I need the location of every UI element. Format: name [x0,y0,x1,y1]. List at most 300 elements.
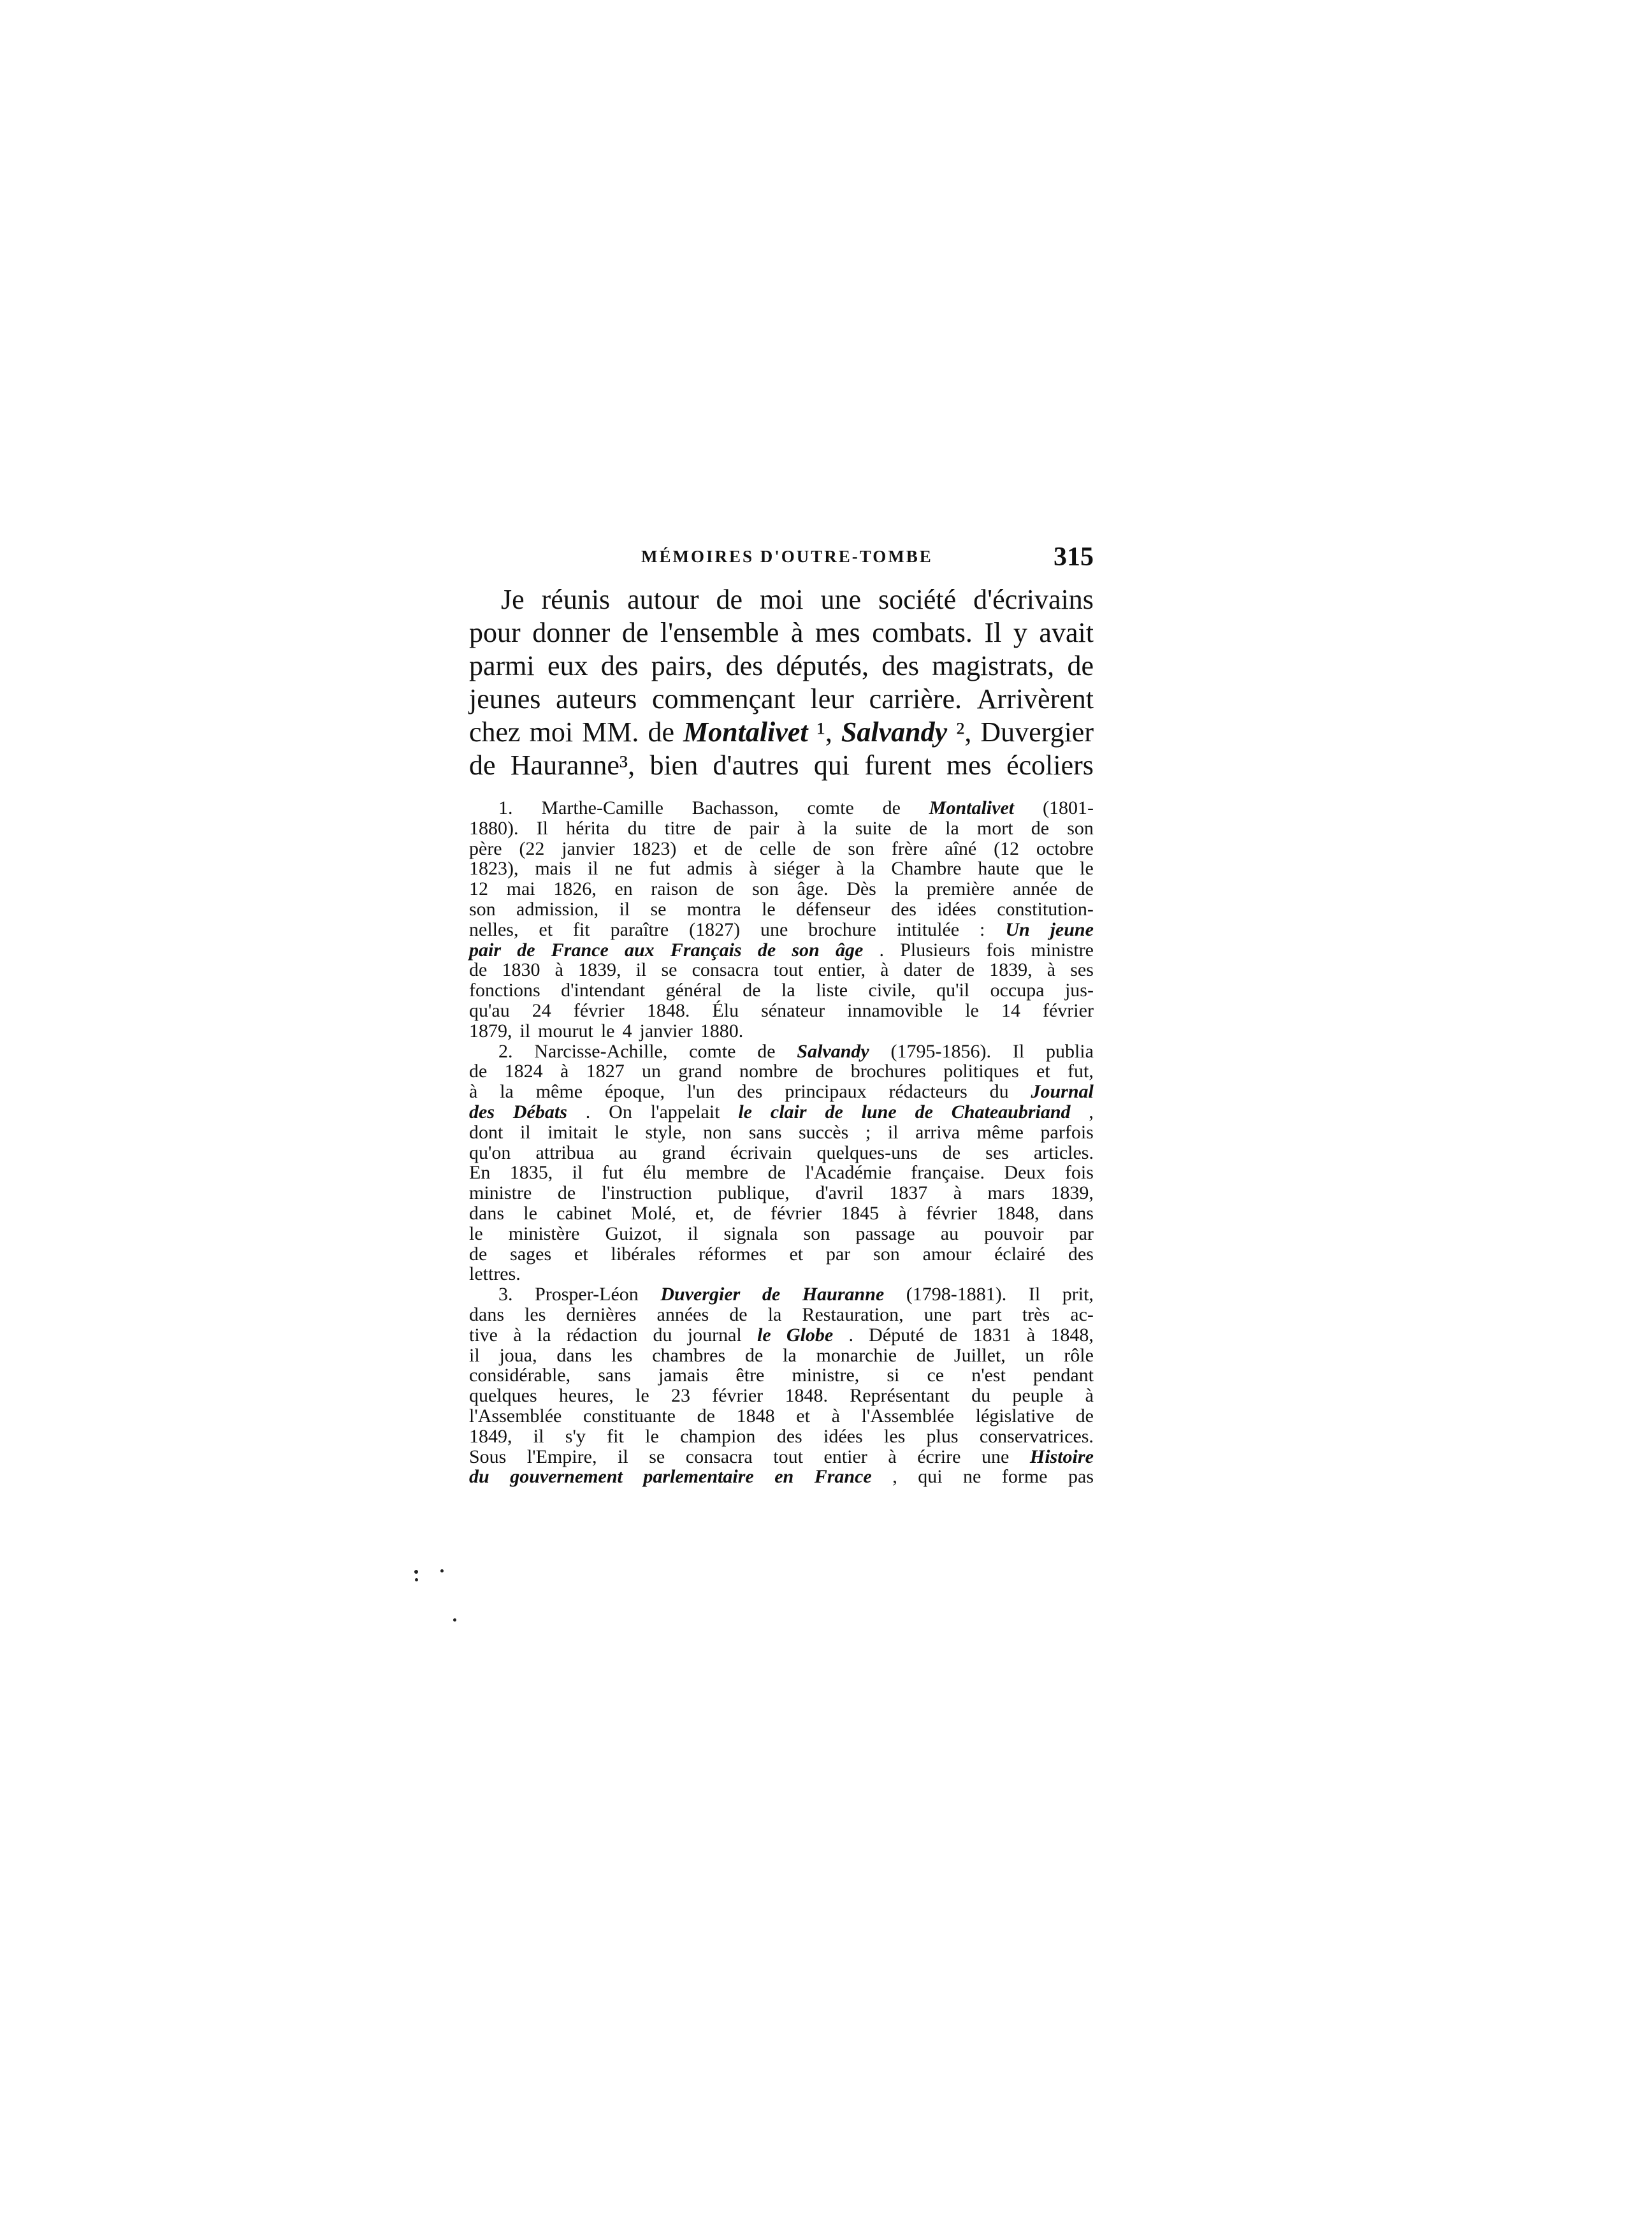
word: de [813,838,831,859]
main-text-line [469,583,1094,616]
word: 1826, [553,878,597,900]
footnote-line [469,960,1094,980]
word: un [1025,1344,1045,1366]
word: Plusieurs [900,939,971,961]
word: 1849, [469,1425,512,1447]
word: Chambre [891,858,962,880]
word: non [703,1121,732,1143]
word: grand [662,1142,706,1163]
word: de [469,1061,488,1082]
word: sénateur [761,999,825,1021]
word: succès [799,1121,849,1143]
word: En [469,1162,491,1184]
word: de [757,939,776,961]
footnote-line [469,1467,1094,1487]
page-number: 315 [1054,542,1094,572]
word: 1831 [973,1324,1011,1346]
footnote-line [469,1122,1094,1143]
word: signala [723,1223,778,1244]
word: même [535,1081,583,1103]
word: février [771,1202,822,1224]
word: liste [816,980,848,1001]
word: le [600,1020,615,1042]
word: jeune [1050,918,1094,940]
word: mais [535,858,571,880]
word: dernières [566,1303,637,1325]
word: 1848 [736,1405,775,1427]
word: joua, [499,1344,537,1366]
word: mai [506,878,535,900]
word: fut [602,1162,624,1184]
word: siéger [774,858,820,880]
word: jamais [658,1365,709,1386]
word: il [887,1121,899,1143]
word: il [618,1446,628,1467]
word: à [797,817,806,839]
word: l'Académie [805,1162,892,1184]
word: de [956,959,975,981]
word: écrire [917,1446,961,1467]
footnote-line [469,1082,1094,1102]
word: rédacteurs [888,1081,967,1103]
word: année [1012,878,1057,900]
word: l'appelait [650,1101,720,1122]
word: de [909,817,927,839]
word: la [500,1081,514,1103]
word: ministre [1031,939,1094,961]
word: Journal [1031,1081,1094,1103]
word: (1827) [689,918,741,940]
word: Représentant [850,1385,950,1407]
word: être [735,1365,765,1386]
word: pendant [1033,1365,1094,1386]
word: qu'il [936,980,970,1001]
word: . [848,1324,853,1346]
word: ¹, [816,716,832,748]
word: tout [773,1446,803,1467]
word: hérita [566,817,610,839]
word: des [725,650,764,681]
word: se [649,1446,665,1467]
word: l'Assemblée [469,1405,562,1427]
word: Député [869,1324,924,1346]
footnote-line [469,899,1094,920]
word: mes [815,617,860,648]
word: part [972,1303,1002,1325]
word: époque, [604,1081,665,1103]
word: Montalivet [683,716,808,748]
word: plus [926,1425,959,1447]
word: idées [937,898,976,920]
word: 1835, [509,1162,553,1184]
word: défenseur [796,898,871,920]
word: commençant [651,683,795,715]
word: années [656,1303,709,1325]
footnote-line [469,1021,1094,1042]
footnote-line [469,798,1094,818]
word: France [814,1466,872,1488]
word: n'est [971,1365,1006,1386]
footnote-line [469,1244,1094,1265]
word: à [880,959,889,981]
word: heures, [558,1385,614,1407]
footnote-line [469,879,1094,899]
footnote-line [469,1143,1094,1163]
word: à [790,617,804,648]
word: intitulée [896,918,960,940]
word: chez [469,716,521,748]
word: à [469,1081,478,1103]
footnote-line [469,1346,1094,1366]
word: mes [946,750,992,781]
word: Il [1012,1040,1025,1062]
word: mort [976,817,1013,839]
footnote-line [469,1001,1094,1021]
footnote-line [469,1203,1094,1224]
word: Prosper-Léon [535,1284,639,1305]
word: Duvergier [980,716,1094,748]
word: titre [664,817,696,839]
word: pairs, [651,650,713,681]
word: 3. [498,1284,513,1305]
word: Salvandy [841,716,948,748]
main-text-line [469,616,1094,650]
word: de [942,1142,961,1163]
word: éclairé [994,1243,1046,1265]
word: 12 [469,878,488,900]
word: de [743,980,761,1001]
footnote-line [469,1305,1094,1325]
word: Narcisse-Achille, [534,1040,668,1062]
word: (22 [519,838,545,859]
word: de [469,750,496,781]
word: son [873,1243,900,1265]
word: de [762,1284,781,1305]
word: il [469,1344,480,1366]
footnotes [469,798,1094,1487]
word: d'écrivains [973,584,1094,615]
word: se [661,959,677,981]
word: . [585,1101,591,1122]
word: idées [823,1425,863,1447]
word: se [650,898,667,920]
word: et [539,918,553,940]
word: 1823) [632,838,677,859]
word: le [965,999,979,1021]
word: attribua [535,1142,595,1163]
word: sages [510,1243,552,1265]
word: cabinet [556,1202,612,1224]
word: entier, [818,959,866,981]
word: civile, [868,980,916,1001]
word: de [733,1202,751,1224]
word: moi [529,716,574,748]
word: par [1069,1223,1094,1244]
footnote-line [469,1163,1094,1183]
word: 1823), [469,858,519,880]
word: leur [810,683,854,715]
word: brochure [808,918,876,940]
word: monarchie [816,1344,897,1366]
word: il [572,1162,583,1184]
word: bien [649,750,699,781]
word: Arrivèrent [976,683,1094,715]
word: parfois [1040,1121,1094,1143]
word: des [881,650,919,681]
word: 1848. [785,1385,828,1407]
word: jeunes [469,683,541,715]
word: Salvandy [797,1040,869,1062]
word: la [894,878,909,900]
word: février [712,1385,764,1407]
word: Chateaubriand [951,1101,1071,1122]
word: suite [855,817,892,839]
word: de [1031,817,1050,839]
word: à [1026,1324,1036,1346]
word: dans [1058,1202,1094,1224]
word: députés, [776,650,869,681]
word: carrière. [869,683,962,715]
word: celle [759,838,796,859]
word: haute [978,858,1020,880]
word: même [976,1121,1024,1143]
word: de [1075,1405,1094,1427]
word: lune [861,1101,897,1122]
word: style, [645,1121,686,1143]
word: grand [678,1061,722,1082]
word: âge [835,939,864,961]
word: la [823,817,837,839]
word: ac- [1070,1303,1094,1325]
word: il [619,898,630,920]
word: tive [469,1324,498,1346]
word: fit [572,918,590,940]
word: occupa [990,980,1045,1001]
word: Il [536,817,548,839]
word: pair [749,817,779,839]
word: son [803,1223,830,1244]
word: rédaction [566,1324,638,1346]
word: 1824 [504,1061,543,1082]
word: politiques [943,1061,1019,1082]
word: ², [956,716,972,748]
word: de [882,797,901,818]
word: publique, [718,1182,790,1204]
word: au [940,1223,959,1244]
word: aîné [945,838,977,859]
word: par [825,1243,851,1265]
margin-mark [414,1570,418,1574]
word: conservatrices. [979,1425,1094,1447]
word: de [469,959,488,981]
word: général [665,980,722,1001]
word: son [848,838,875,859]
word: 14 [1001,999,1020,1021]
word: écoliers [1006,750,1094,781]
word: (12 [994,838,1020,859]
word: si [887,1365,900,1386]
word: les [883,1425,906,1447]
word: de [825,1101,843,1122]
word: à [888,1446,897,1467]
word: de [767,1162,786,1184]
word: y [1013,617,1027,648]
word: Un [1005,918,1030,940]
word: Restauration, [802,1303,904,1325]
word: dans [556,1344,592,1366]
word: Dès [846,878,876,900]
word: l'un [686,1081,715,1103]
word: son [469,898,496,920]
footnote-line [469,980,1094,1001]
word: raison [651,878,698,900]
word: Juillet, [953,1344,1006,1366]
word: innamovible [847,999,943,1021]
word: le [757,1324,771,1346]
word: paraître [610,918,669,940]
word: ses [985,1142,1009,1163]
word: . [879,939,884,961]
word: (1801- [1042,797,1094,818]
word: fut [649,858,670,880]
word: rôle [1064,1344,1094,1366]
word: une [924,1303,952,1325]
footnote-line [469,940,1094,961]
word: de [648,716,674,748]
word: pair [469,939,502,961]
word: Débats [512,1101,567,1122]
word: de [1067,650,1094,681]
word: parmi [469,650,535,681]
word: février [925,1202,977,1224]
word: consacra [685,1446,753,1467]
word: d'autres [713,750,799,781]
word: et [574,1243,588,1265]
word: fois [1064,1162,1094,1184]
word: forme [1001,1466,1048,1488]
word: On [609,1101,632,1122]
word: constituante [583,1405,676,1427]
word: Globe [786,1324,834,1346]
word: Bachasson, [692,797,779,818]
word: le [645,1425,659,1447]
word: ministre [469,1182,532,1204]
footnote-1 [469,798,1094,1042]
word: 1839, [989,959,1032,981]
word: le [523,1202,537,1224]
margin-mark [440,1569,444,1572]
footnote-line [469,1406,1094,1427]
footnote-line [469,1224,1094,1244]
word: magistrats, [932,650,1055,681]
word: membre [685,1162,749,1184]
word: il [635,959,647,981]
footnote-line [469,859,1094,879]
word: Élu [712,999,739,1021]
word: une [820,584,862,615]
main-text-line [469,683,1094,716]
word: champion [680,1425,756,1447]
word: autour [627,584,699,615]
word: admis [686,858,733,880]
word: âge. [797,878,829,900]
word: l'ensemble [660,617,779,648]
word: parlementaire [643,1466,754,1488]
word: moi [760,584,804,615]
word: gouvernement [510,1466,623,1488]
word: 1827 [586,1061,625,1082]
word: père [469,838,502,859]
word: des [776,1425,802,1447]
word: 1. [498,797,513,818]
word: d'intendant [561,980,646,1001]
word: première [926,878,995,900]
word: lettres. [469,1263,521,1285]
footnote-line [469,1284,1094,1305]
word: (1795-1856). [890,1040,992,1062]
word: un [642,1061,662,1082]
word: Français [670,939,742,961]
word: des [469,1101,495,1122]
footnote-line [469,920,1094,940]
margin-mark [453,1618,456,1622]
footnote-line [469,1386,1094,1406]
word: la [945,817,959,839]
word: (1798-1881). [906,1284,1007,1305]
word: des [737,1081,763,1103]
footnote-line [469,1102,1094,1122]
word: Marthe-Camille [541,797,663,818]
word: Deux [1004,1162,1046,1184]
word: à [1047,959,1056,981]
word: amour [922,1243,972,1265]
word: de [697,1405,715,1427]
word: du [971,1385,991,1407]
word: de [713,817,732,839]
word: : [980,918,985,940]
word: Il [984,617,1002,648]
word: ; [865,1121,871,1143]
word: élu [642,1162,667,1184]
word: publia [1045,1040,1094,1062]
word: et [693,838,707,859]
word: les [611,1344,633,1366]
margin-mark [415,1578,418,1581]
word: une [760,918,788,940]
word: le [469,1223,483,1244]
word: comte [689,1040,736,1062]
word: son [792,939,820,961]
word: qu'au [469,999,510,1021]
word: et [796,1405,810,1427]
word: le [738,1101,752,1122]
word: Hauranne³, [510,750,635,781]
word: très [1022,1303,1050,1325]
word: de [915,1101,933,1122]
word: Il [1028,1284,1041,1305]
word: combats. [872,617,973,648]
word: furent [864,750,932,781]
word: 2. [498,1040,513,1062]
word: il [587,858,598,880]
word: auteurs [556,683,637,715]
word: octobre [1036,838,1094,859]
word: , [892,1466,897,1488]
word: la [781,980,795,1001]
main-text [469,583,1094,782]
word: 1830 [502,959,540,981]
word: les [525,1303,546,1325]
